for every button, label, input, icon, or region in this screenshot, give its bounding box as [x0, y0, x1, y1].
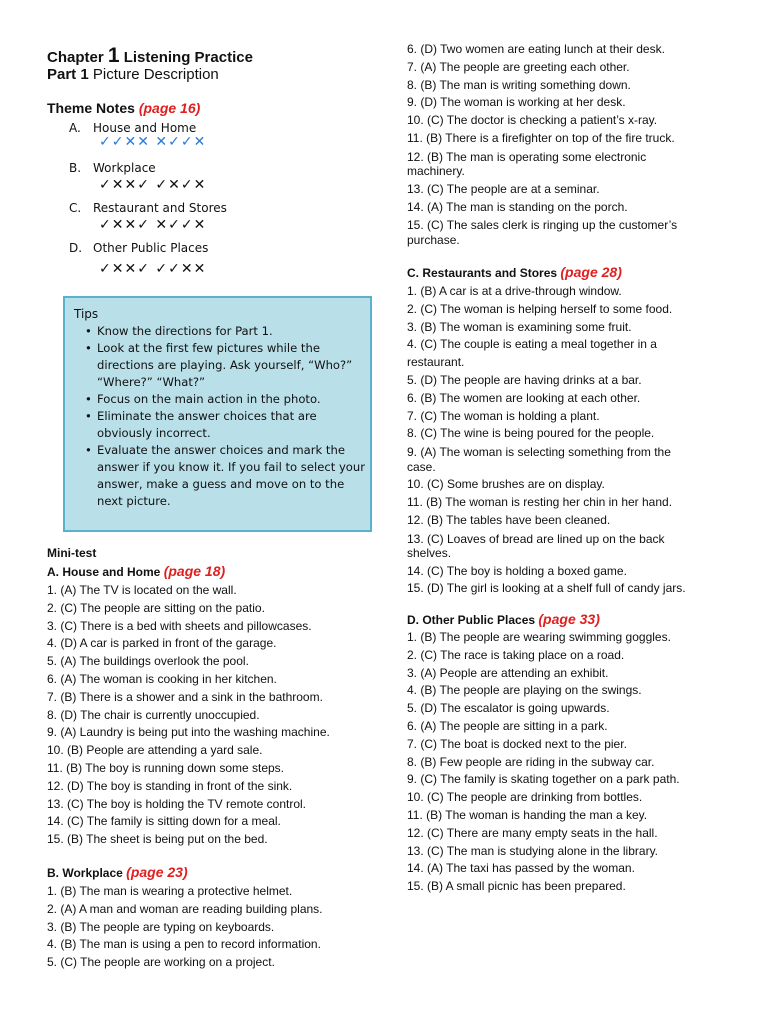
list-item: 4. (C) The couple is eating a meal together in a restaurant. [407, 337, 657, 370]
list-item: 14. (C) The boy is holding a boxed game. [407, 563, 627, 578]
part-heading [47, 66, 219, 83]
section-page: (page 18) [163, 563, 226, 579]
list-item: 10. (C) The doctor is checking a patient’s x-ray. [407, 113, 658, 128]
section-b-heading [47, 864, 188, 880]
list-item: 8. (C) The wine is being poured for the people. [407, 426, 655, 441]
category-a [69, 121, 196, 135]
list-item: 15. (D) The girl is looking at a shelf full of candy jars. [407, 581, 686, 596]
list-item: 3. (C) There is a bed with sheets and pillowcases. [47, 618, 312, 633]
list-item: 4. (B) The man is using a pen to record information. [47, 937, 321, 952]
section-c-list [407, 283, 697, 598]
list-item: 1. (B) The people are wearing swimming goggles. [407, 630, 671, 644]
category-letter: B. [69, 161, 82, 175]
section-page: (page 28) [560, 264, 622, 280]
category-b [69, 161, 156, 175]
list-item: 9. (A) Laundry is being put into the washing machine. [47, 725, 330, 740]
list-item: 14. (C) The family is sitting down for a meal. [47, 814, 281, 829]
category-letter: C. [69, 201, 82, 215]
list-item: 1. (A) The TV is located on the wall. [47, 583, 237, 597]
list-item: 6. (A) The woman is cooking in her kitchen. [47, 671, 277, 686]
list-item: 9. (D) The woman is working at her desk. [407, 95, 626, 110]
category-name: Workplace [93, 161, 156, 175]
minitest-label: Mini-test [47, 546, 97, 560]
list-item: 10. (C) The people are drinking from bottles. [407, 790, 643, 805]
section-b-list-right [407, 41, 707, 247]
part-title: Picture Description [92, 66, 219, 83]
list-item: 8. (D) The chair is currently unoccupied. [47, 707, 260, 722]
tip-item: • Focus on the main action in the photo. [97, 391, 367, 408]
list-item: 1. (B) A car is at a drive-through window. [407, 284, 622, 298]
list-item: 3. (B) The woman is examining some fruit. [407, 319, 632, 334]
list-item: 12. (B) The man is operating some electronic machinery. [407, 149, 647, 179]
category-name: House and Home [93, 121, 197, 135]
list-item: 13. (C) The boy is holding the TV remote control. [47, 796, 307, 811]
chapter-heading [47, 44, 253, 68]
list-item: 11. (B) The woman is handing the man a key. [407, 807, 648, 822]
list-item: 5. (C) The people are working on a project. [47, 955, 275, 970]
chapter-title: Listening Practice [123, 49, 253, 66]
section-title: C. Restaurants and Stores [407, 266, 558, 280]
category-b-marks: ✓✕✕✓ ✓✕✓✕ [99, 177, 207, 193]
tips-list [65, 323, 367, 510]
list-item: 14. (A) The taxi has passed by the woman. [407, 861, 635, 876]
section-page: (page 23) [126, 864, 188, 880]
list-item: 15. (B) A small picnic has been prepared. [407, 879, 626, 894]
tips-box [63, 296, 372, 532]
section-a-heading [47, 563, 225, 579]
category-name: Restaurant and Stores [93, 201, 227, 215]
list-item: 10. (C) Some brushes are on display. [407, 477, 605, 492]
section-c-heading [407, 264, 622, 280]
list-item: 9. (C) The family is skating together on a park path. [407, 772, 680, 787]
list-item: 6. (D) Two women are eating lunch at their desk. [407, 42, 665, 56]
list-item: 3. (B) The people are typing on keyboards. [47, 919, 275, 934]
list-item: 4. (B) The people are playing on the swings. [407, 683, 642, 698]
category-c [69, 201, 227, 215]
list-item: 5. (A) The buildings overlook the pool. [47, 654, 249, 669]
section-d-list [407, 629, 707, 896]
category-c-marks: ✓✕✕✓ ✕✓✓✕ [99, 217, 207, 233]
list-item: 12. (D) The boy is standing in front of the sink. [47, 778, 293, 793]
category-name: Other Public Places [93, 241, 209, 255]
list-item: 14. (A) The man is standing on the porch. [407, 199, 628, 214]
list-item: 11. (B) There is a firefighter on top of the fire truck. [407, 130, 675, 145]
section-title: B. Workplace [47, 866, 123, 880]
category-d [69, 241, 208, 255]
list-item: 7. (A) The people are greeting each other. [407, 59, 630, 74]
category-letter: A. [69, 121, 81, 135]
theme-notes-title: Theme Notes [47, 100, 135, 116]
list-item: 10. (B) People are attending a yard sale. [47, 743, 263, 758]
section-b-list-left [47, 883, 367, 972]
section-page: (page 33) [538, 611, 600, 627]
chapter-label: Chapter [47, 49, 104, 66]
list-item: 8. (B) The man is writing something down. [407, 77, 631, 92]
theme-notes-heading [47, 100, 200, 116]
list-item: 7. (C) The woman is holding a plant. [407, 408, 600, 423]
theme-notes-page: (page 16) [138, 100, 201, 116]
tip-item: • Know the directions for Part 1. [97, 323, 367, 340]
category-a-marks: ✓✓✕✕ ✕✓✓✕ [99, 134, 207, 150]
tips-title: Tips [74, 307, 99, 321]
list-item: 5. (D) The people are having drinks at a bar. [407, 372, 642, 387]
list-item: 2. (A) A man and woman are reading building plans. [47, 901, 323, 916]
list-item: 3. (A) People are attending an exhibit. [407, 665, 609, 680]
list-item: 8. (B) Few people are riding in the subway car. [407, 754, 655, 769]
section-title: D. Other Public Places [407, 613, 536, 627]
list-item: 6. (A) The people are sitting in a park. [407, 718, 608, 733]
list-item: 13. (C) The man is studying alone in the library. [407, 843, 659, 858]
list-item: 11. (B) The boy is running down some steps. [47, 760, 285, 775]
category-letter: D. [69, 241, 83, 255]
list-item: 13. (C) Loaves of bread are lined up on the back shelves. [407, 531, 665, 561]
list-item: 1. (B) The man is wearing a protective helmet. [47, 884, 293, 898]
list-item: 7. (C) The boat is docked next to the pier. [407, 736, 627, 751]
list-item: 5. (D) The escalator is going upwards. [407, 701, 610, 716]
list-item: 2. (C) The people are sitting on the patio. [47, 600, 265, 615]
list-item: 12. (C) There are many empty seats in the hall. [407, 825, 658, 840]
section-d-heading [407, 611, 600, 627]
list-item: 2. (C) The woman is helping herself to some food. [407, 301, 673, 316]
section-a-list [47, 582, 367, 849]
category-d-marks: ✓✕✕✓ ✓✓✕✕ [99, 261, 207, 277]
list-item: 15. (C) The sales clerk is ringing up the customer’s purchase. [407, 218, 678, 247]
section-title: A. House and Home [47, 565, 161, 579]
list-item: 2. (C) The race is taking place on a road. [407, 647, 625, 662]
list-item: 12. (B) The tables have been cleaned. [407, 512, 611, 527]
list-item: 11. (B) The woman is resting her chin in her hand. [407, 494, 673, 509]
list-item: 9. (A) The woman is selecting something from the case. [407, 445, 671, 474]
list-item: 13. (C) The people are at a seminar. [407, 181, 600, 196]
tip-item: • Evaluate the answer choices and mark the answer if you know it. If you fail to select your answer, make a guess and move on to the next picture. [97, 442, 367, 510]
tip-item: • Look at the first few pictures while the directions are playing. Ask yourself, “Who?” “Where?” “What?” [97, 340, 367, 391]
list-item: 15. (B) The sheet is being put on the bed. [47, 832, 268, 847]
chapter-number: 1 [107, 44, 120, 67]
tip-item: • Eliminate the answer choices that are obviously incorrect. [97, 408, 367, 442]
part-label: Part 1 [47, 66, 89, 83]
list-item: 7. (B) There is a shower and a sink in the bathroom. [47, 689, 323, 704]
list-item: 6. (B) The women are looking at each other. [407, 390, 641, 405]
list-item: 4. (D) A car is parked in front of the garage. [47, 636, 277, 651]
